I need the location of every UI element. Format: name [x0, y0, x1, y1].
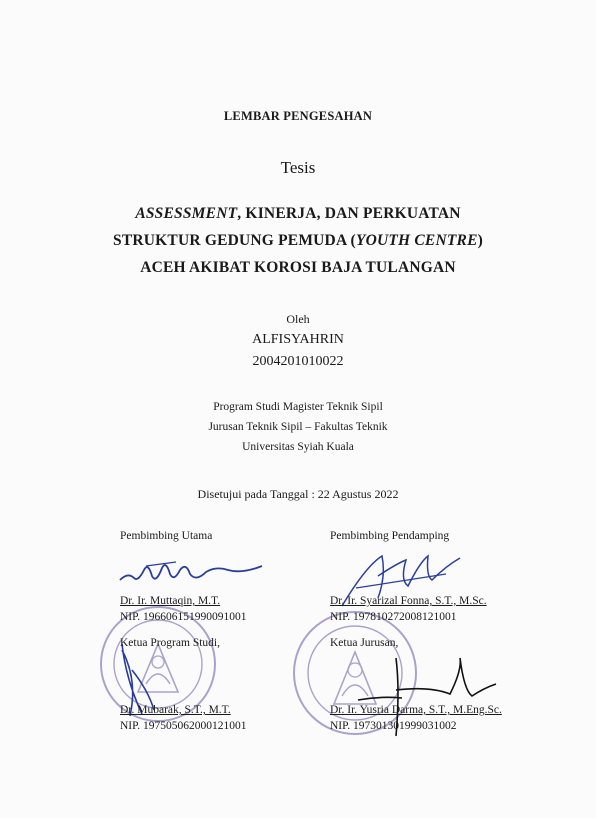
main-supervisor-role: Pembimbing Utama — [120, 530, 213, 542]
program-head-role: Ketua Program Studi, — [120, 637, 220, 649]
main-supervisor-nip: NIP. 196606151990091001 — [120, 611, 247, 623]
department-head-role: Ketua Jurusan, — [330, 637, 399, 649]
title-italic-term: ASSESSMENT — [135, 205, 238, 222]
co-supervisor-nip: NIP. 197810272008121001 — [330, 611, 457, 623]
title-line-1-rest: , KINERJA, DAN PERKUATAN — [237, 205, 461, 222]
document-type: Tesis — [280, 158, 316, 177]
department-head-nip: NIP. 197301301999031002 — [330, 720, 457, 732]
student-number: 2004201010022 — [252, 354, 344, 369]
main-supervisor-name: Dr. Ir. Muttaqin, M.T. — [120, 595, 221, 607]
thesis-title-line-3: ACEH AKIBAT KOROSI BAJA TULANGAN — [140, 259, 456, 276]
thesis-title-line-1 — [0, 205, 596, 223]
title-line-2-end: ) — [477, 232, 483, 249]
co-supervisor-name: Dr. Ir. Syarizal Fonna, S.T., M.Sc. — [330, 595, 487, 607]
approval-date: Disetujui pada Tanggal : 22 Agustus 2022 — [197, 487, 399, 501]
program-head-nip: NIP. 197505062000121001 — [120, 720, 247, 732]
signature-main-supervisor-icon — [116, 552, 266, 592]
co-supervisor-role: Pembimbing Pendamping — [330, 530, 450, 542]
department-faculty: Jurusan Teknik Sipil – Fakultas Teknik — [208, 421, 388, 433]
study-program: Program Studi Magister Teknik Sipil — [213, 401, 383, 413]
university-name: Universitas Syiah Kuala — [242, 441, 354, 453]
author-name: ALFISYAHRIN — [252, 332, 344, 347]
thesis-title-line-2 — [0, 232, 596, 250]
page-heading: LEMBAR PENGESAHAN — [223, 109, 373, 123]
by-label: Oleh — [286, 312, 310, 326]
title-italic-term-2: YOUTH CENTRE — [355, 232, 478, 249]
program-head-name: Dr. Mubarak, S.T., M.T. — [120, 704, 231, 716]
title-line-2-start: STRUKTUR GEDUNG PEMUDA ( — [113, 232, 356, 249]
department-head-name: Dr. Ir. Yusria Darma, S.T., M.Eng.Sc. — [330, 704, 502, 716]
